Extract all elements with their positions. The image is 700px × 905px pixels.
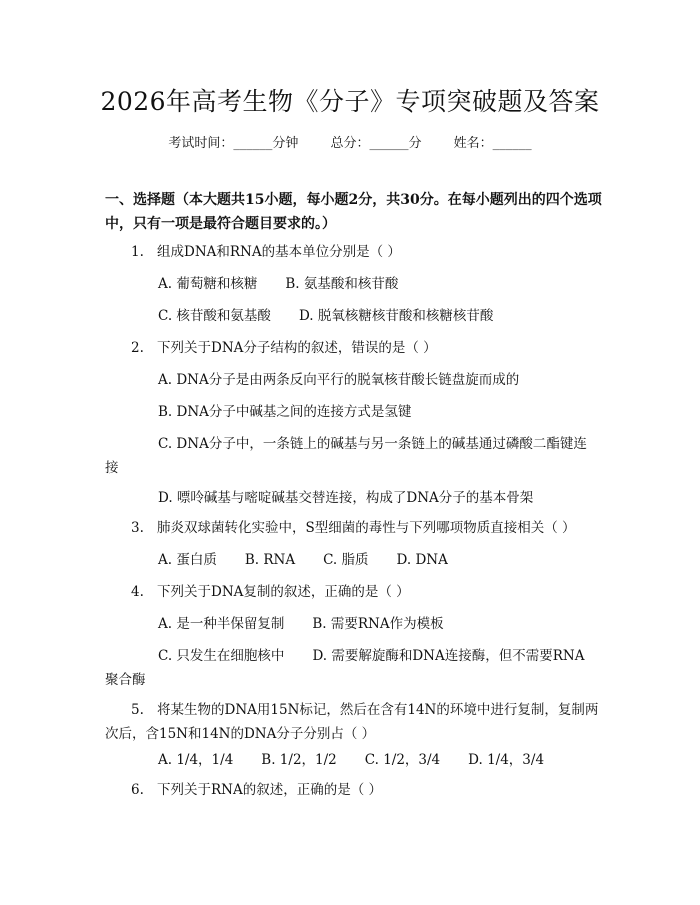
question-1-options-row-2 <box>158 304 521 328</box>
question-stem: 组成DNA和RNA的基本单位分别是（ ） <box>157 244 401 260</box>
question-1-options-row-1 <box>158 272 426 296</box>
question-6 <box>105 778 605 802</box>
question-4 <box>105 580 605 604</box>
option-a: A. DNA分子是由两条反向平行的脱氧核苷酸长链盘旋而成的 <box>158 372 520 388</box>
question-stem: 下列关于DNA复制的叙述，正确的是（ ） <box>157 584 410 600</box>
option-d-wrap: 聚合酶 <box>105 672 146 688</box>
question-3-options <box>158 548 476 572</box>
question-number: 4. <box>131 584 144 600</box>
question-stem: 下列关于RNA的叙述，正确的是（ ） <box>157 782 383 798</box>
question-number: 2. <box>131 340 144 356</box>
option-d: D. 嘌呤碱基与嘧啶碱基交替连接，构成了DNA分子的基本骨架 <box>158 490 534 506</box>
option-b: B. DNA分子中碱基之间的连接方式是氢键 <box>158 404 412 420</box>
option-c: C. 只发生在细胞核中 <box>158 648 285 664</box>
option-a: A. 葡萄糖和核糖 <box>158 276 258 292</box>
question-1 <box>105 240 605 264</box>
option-b: B. 氨基酸和核苷酸 <box>285 276 399 292</box>
question-stem: 将某生物的DNA用15N标记，然后在含有14N的环境中进行复制，复制两次后，含15N和14N的DNA分子分别占（ ） <box>105 702 599 742</box>
option-b: B. RNA <box>244 552 296 568</box>
option-a: A. 蛋白质 <box>158 552 217 568</box>
exam-score: 总分：______分 <box>330 136 422 151</box>
question-number: 6. <box>131 782 144 798</box>
option-d: D. DNA <box>396 552 448 568</box>
question-stem: 肺炎双球菌转化实验中，S型细菌的毒性与下列哪项物质直接相关（ ） <box>157 520 576 536</box>
option-b: B. 需要RNA作为模板 <box>312 616 444 632</box>
option-d: D. 需要解旋酶和DNA连接酶，但不需要RNA <box>312 648 585 664</box>
option-d: D. 脱氧核糖核苷酸和核糖核苷酸 <box>298 308 494 324</box>
option-c: C. DNA分子中，一条链上的碱基与另一条链上的碱基通过磷酸二酯键连 <box>158 436 587 452</box>
question-number: 3. <box>131 520 144 536</box>
question-stem: 下列关于DNA分子结构的叙述，错误的是（ ） <box>157 340 437 356</box>
page-title: 2026年高考生物《分子》专项突破题及答案 <box>100 87 600 116</box>
option-b: B. 1/2，1/2 <box>261 752 337 768</box>
option-d: D. 1/4，3/4 <box>468 752 545 768</box>
option-a: A. 是一种半保留复制 <box>158 616 285 632</box>
question-5 <box>105 698 605 746</box>
question-3 <box>105 516 605 540</box>
exam-time: 考试时间：______分钟 <box>168 136 299 151</box>
question-2 <box>105 336 605 360</box>
exam-meta <box>0 132 700 151</box>
option-c-wrap: 接 <box>105 460 119 476</box>
question-4-options-row-2 <box>158 644 612 668</box>
question-number: 1. <box>131 244 144 260</box>
option-c: C. 核苷酸和氨基酸 <box>158 308 271 324</box>
question-4-options-row-1 <box>158 612 472 636</box>
option-a: A. 1/4，1/4 <box>158 752 234 768</box>
section-heading: 一、选择题（本大题共15小题，每小题2分，共30分。在每小题列出的四个选项中，只有一项是最符合题目要求的。） <box>105 192 602 232</box>
question-number: 5. <box>131 702 144 718</box>
option-c: C. 脂质 <box>323 552 369 568</box>
question-5-options <box>158 748 572 772</box>
option-c: C. 1/2，3/4 <box>364 752 441 768</box>
exam-name: 姓名：______ <box>453 136 532 151</box>
